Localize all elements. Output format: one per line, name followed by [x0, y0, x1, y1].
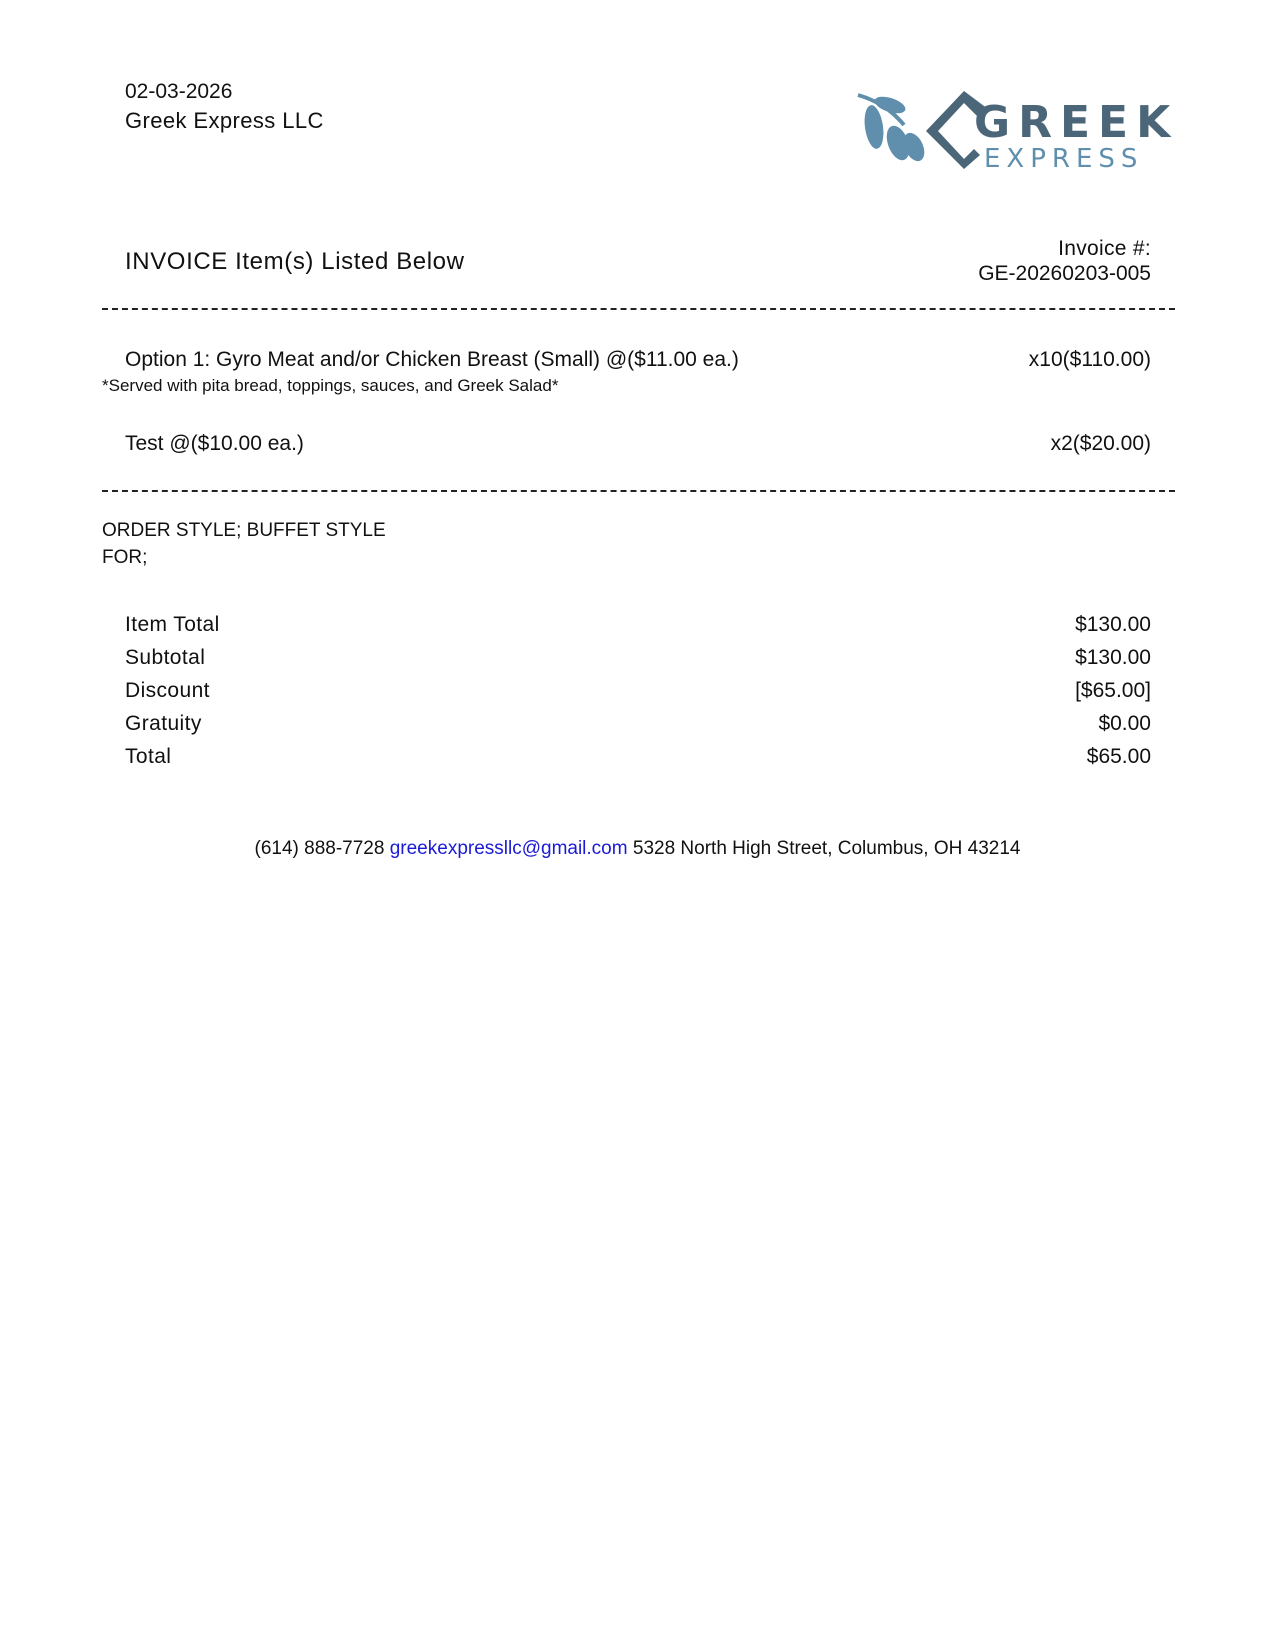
gratuity-label: Gratuity — [125, 712, 202, 735]
discount-label: Discount — [125, 679, 210, 702]
total-value: $65.00 — [1086, 745, 1151, 768]
discount-value: [$65.00] — [1075, 679, 1151, 702]
invoice-date: 02-03-2026 — [125, 80, 233, 103]
item-name: Test @($10.00 ea.) — [125, 432, 304, 455]
greek-express-logo — [856, 85, 1179, 175]
order-style: ORDER STYLE; BUFFET STYLE — [102, 520, 386, 541]
item-quantity: x2($20.00) — [1050, 432, 1151, 455]
invoice-number-label: Invoice #: — [1058, 237, 1151, 260]
footer-email-link[interactable]: greekexpressllc@gmail.com — [389, 838, 628, 859]
item-total-label: Item Total — [125, 613, 220, 636]
subtotal-value: $130.00 — [1075, 646, 1151, 669]
olive-branch-icon — [858, 93, 928, 164]
subtotal-label: Subtotal — [125, 646, 206, 669]
footer-address: 5328 North High Street, Columbus, OH 43214 — [632, 838, 1021, 859]
divider-top — [102, 308, 1175, 310]
item-name: Option 1: Gyro Meat and/or Chicken Breast (Small) @($11.00 ea.) — [125, 348, 739, 371]
item-total-value: $130.00 — [1075, 613, 1151, 636]
order-for: FOR; — [102, 547, 148, 568]
logo-text-sub: EXPRESS — [984, 144, 1144, 174]
logo-text — [926, 91, 1178, 174]
item-note: *Served with pita bread, toppings, sauces, and Greek Salad* — [102, 376, 559, 395]
invoice-title: INVOICE Item(s) Listed Below — [125, 248, 465, 275]
invoice-number: GE-20260203-005 — [978, 262, 1151, 285]
divider-bottom — [102, 490, 1175, 492]
total-label: Total — [125, 745, 172, 768]
item-quantity: x10($110.00) — [1028, 348, 1151, 371]
footer-contact — [0, 838, 1275, 860]
logo-text-main: GREEK — [974, 97, 1179, 148]
footer-phone: (614) 888-7728 — [254, 838, 385, 859]
company-name: Greek Express LLC — [125, 108, 324, 133]
gratuity-value: $0.00 — [1098, 712, 1151, 735]
